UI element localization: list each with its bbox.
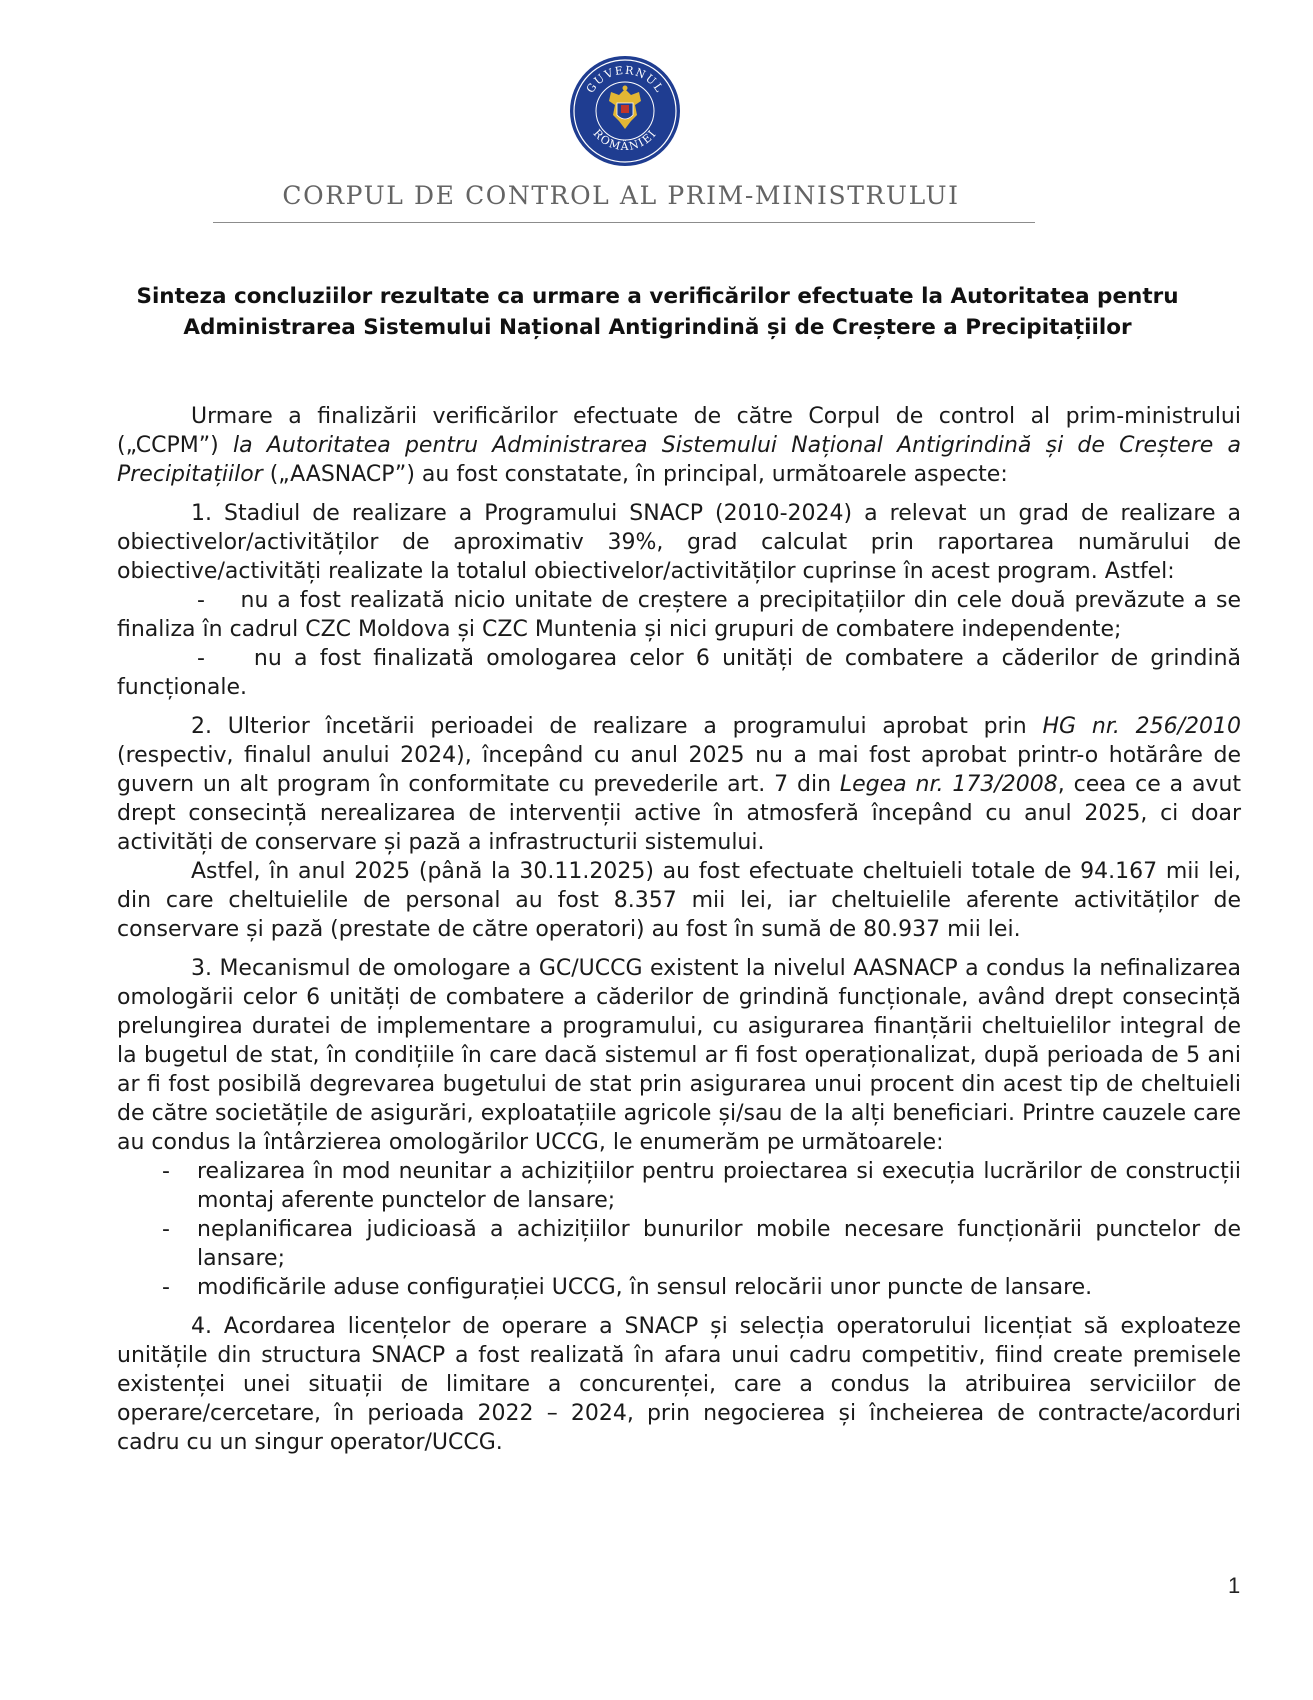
institution-name: CORPUL DE CONTROL AL PRIM-MINISTRULUI	[282, 181, 960, 210]
section-3-paragraph: 3. Mecanismul de omologare a GC/UCCG existent la nivelul AASNACP a condus la nefinalizarea omologării celor 6 unități de combatere a căderilor de grindină funcționale, având drept consecință prelungirea duratei de implementare a programului, cu asigurarea finanțării cheltuielilor integral de la bugetul de stat, în condițiile în care dacă sistemul ar fi fost operaționalizat, după perioada de 5 ani ar fi fost posibilă degrevarea bugetului de stat prin asigurarea unui procent din acest tip de cheltuieli de către societățile de asigurări, exploatațiile agricole și/sau de la alți beneficiari. Printre cauzele care au condus la întârzierea omologărilor UCCG, le enumerăm pe următoarele:	[117, 956, 1241, 1155]
svg-text:GUVERNUL: GUVERNUL	[583, 63, 667, 96]
intro-paragraph: Urmare a finalizării verificărilor efectuate de către Corpul de control al prim-ministrului („CCPM”) la Autoritatea pentru Administrarea Sistemului Național Antigrindină și de Creștere a Precipitațiilor („AASNACP”) au fost constatate, în principal, următoarele aspecte:	[117, 404, 1241, 487]
title-line-1: Sinteza concluziilor rezultate ca urmare a verificărilor efectuate la Autoritatea pentru	[136, 284, 1179, 309]
section-1-bullet-1: - nu a fost realizată nicio unitate de creștere a precipitațiilor din cele două prevăzute a se finaliza în cadrul CZC Moldova și CZC Muntenia și nici grupuri de combatere independente;	[117, 588, 1241, 642]
document-title	[110, 281, 1205, 343]
section-4-paragraph: 4. Acordarea licențelor de operare a SNACP și selecția operatorului licențiat să exploateze unitățile din structura SNACP a fost realizată în afara unui cadru competitiv, fiind create premisele existenței unei situații de limitare a concurenței, care a condus la atribuirea serviciilor de operare/cercetare, în perioada 2022 – 2024, prin negocierea și încheierea de contracte/acorduri cadru cu un singur operator/UCCG.	[117, 1314, 1241, 1455]
section-3-bullet-1: - realizarea în mod neunitar a achizițiilor pentru proiectarea si execuția lucrărilor de construcții montaj aferente punctelor de lansare;	[162, 1159, 1241, 1213]
section-2-paragraph: 2. Ulterior încetării perioadei de realizare a programului aprobat prin HG nr. 256/2010 (respectiv, finalul anului 2024), începând cu anul 2025 nu a mai fost aprobat printr-o hotărâre de guvern un alt program în conformitate cu prevederile art. 7 din Legea nr. 173/2008, ceea ce a avut drept consecință nerealizarea de intervenții active în atmosferă începând cu anul 2025, ci doar activități de conservare și pază a infrastructurii sistemului.	[117, 714, 1242, 855]
title-line-2: Administrarea Sistemului Național Antigrindină și de Creștere a Precipitațiilor	[183, 315, 1132, 340]
government-seal-logo	[569, 55, 681, 167]
document-body	[117, 402, 1241, 1457]
section-1-bullet-2: - nu a fost finalizată omologarea celor 6 unități de combatere a căderilor de grindină funcționale.	[117, 646, 1241, 700]
header-divider	[213, 222, 1035, 223]
section-1-paragraph: 1. Stadiul de realizare a Programului SNACP (2010-2024) a relevat un grad de realizare a obiectivelor/activităților de aproximativ 39%, grad calculat prin raportarea numărului de obiective/activități realizate la totalul obiectivelor/activităților cuprinse în acest program. Astfel:	[117, 501, 1241, 584]
section-3-bullet-2: - neplanificarea judicioasă a achizițiilor bunurilor mobile necesare funcționării punctelor de lansare;	[162, 1217, 1241, 1271]
page-number: 1	[1228, 1573, 1241, 1598]
section-2-expenses-paragraph: Astfel, în anul 2025 (până la 30.11.2025) au fost efectuate cheltuieli totale de 94.167 mii lei, din care cheltuielile de personal au fost 8.357 mii lei, iar cheltuielile aferente activităților de conservare și pază (prestate de către operatori) au fost în sumă de 80.937 mii lei.	[117, 859, 1241, 942]
svg-text:ROMÂNIEI: ROMÂNIEI	[590, 126, 660, 154]
government-seal-icon	[569, 55, 681, 167]
section-3-bullet-3: - modificările aduse configurației UCCG, în sensul relocării unor puncte de lansare.	[162, 1275, 1093, 1300]
